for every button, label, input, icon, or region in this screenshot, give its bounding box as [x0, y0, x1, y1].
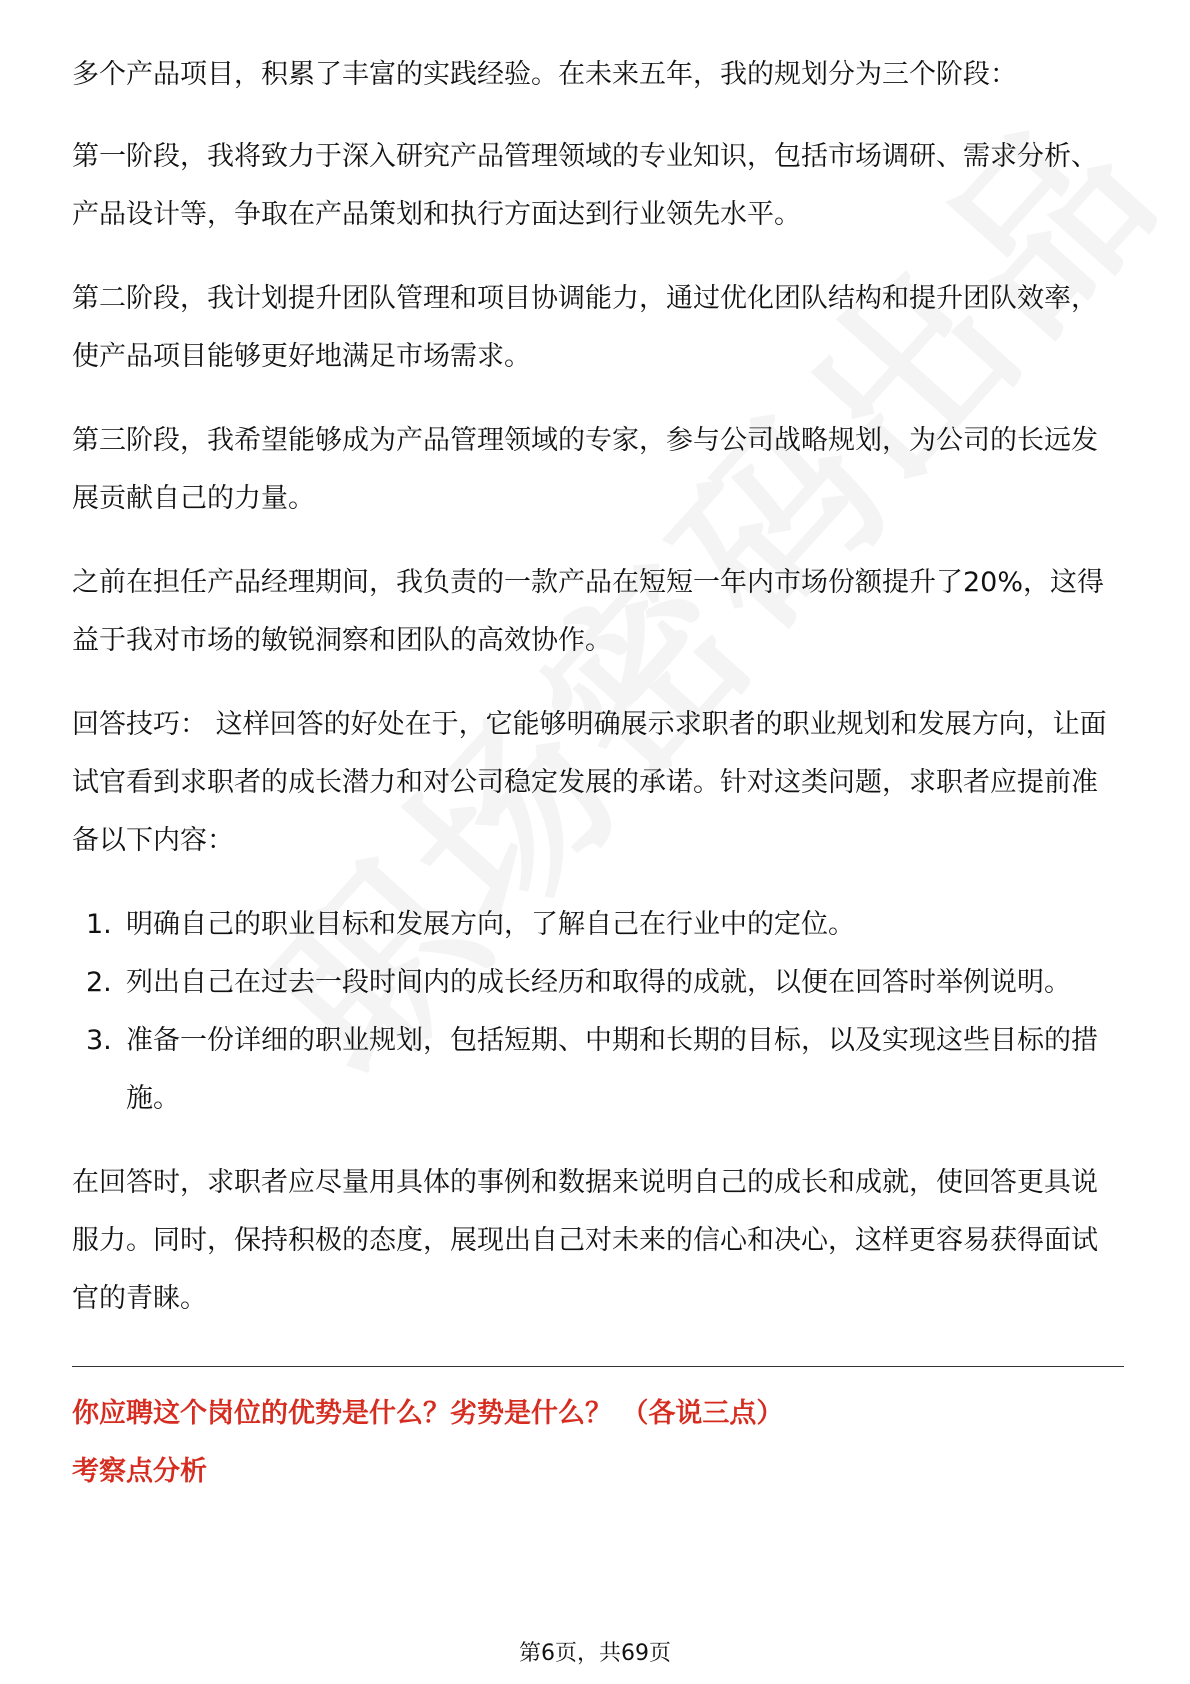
paragraph-stage-3: 第三阶段，我希望能够成为产品管理领域的专家，参与公司战略规划，为公司的长远发展贡献自己的力量。	[72, 425, 1098, 514]
paragraph-intro: 多个产品项目，积累了丰富的实践经验。在未来五年，我的规划分为三个阶段：	[72, 59, 1017, 90]
preparation-list	[72, 896, 1118, 1128]
paragraph-conclusion: 在回答时，求职者应尽量用具体的事例和数据来说明自己的成长和成就，使回答更具说服力。同时，保持积极的态度，展现出自己对未来的信心和决心，这样更容易获得面试官的青睐。	[72, 1167, 1098, 1314]
paragraph-stage-1: 第一阶段，我将致力于深入研究产品管理领域的专业知识，包括市场调研、需求分析、产品设计等，争取在产品策划和执行方面达到行业领先水平。	[72, 141, 1098, 230]
section-heading: 考察点分析	[72, 1456, 207, 1487]
paragraph-tips: 回答技巧： 这样回答的好处在于，它能够明确展示求职者的职业规划和发展方向，让面试官看到求职者的成长潜力和对公司稳定发展的承诺。针对这类问题，求职者应提前准备以下内容：	[72, 709, 1107, 856]
list-item-text: 列出自己在过去一段时间内的成长经历和取得的成就，以便在回答时举例说明。	[126, 967, 1071, 998]
paragraph-achievement: 之前在担任产品经理期间，我负责的一款产品在短短一年内市场份额提升了20%，这得益于我对市场的敏锐洞察和团队的高效协作。	[72, 567, 1105, 656]
list-item-number: 3.	[86, 1025, 112, 1056]
list-item	[72, 1012, 1118, 1128]
paragraph-stage-2: 第二阶段，我计划提升团队管理和项目协调能力，通过优化团队结构和提升团队效率，使产品项目能够更好地满足市场需求。	[72, 283, 1098, 372]
list-item-text: 准备一份详细的职业规划，包括短期、中期和长期的目标，以及实现这些目标的措施。	[126, 1025, 1098, 1114]
page-number: 第6页，共69页	[519, 1641, 671, 1666]
section-divider	[72, 1366, 1124, 1367]
list-item	[72, 954, 1118, 1012]
list-item-number: 2.	[86, 967, 112, 998]
page-content	[72, 46, 1118, 1501]
list-item	[72, 896, 1118, 954]
list-item-number: 1.	[86, 909, 112, 940]
list-item-text: 明确自己的职业目标和发展方向，了解自己在行业中的定位。	[126, 909, 855, 940]
question-heading: 你应聘这个岗位的优势是什么？劣势是什么？ （各说三点）	[72, 1398, 784, 1429]
